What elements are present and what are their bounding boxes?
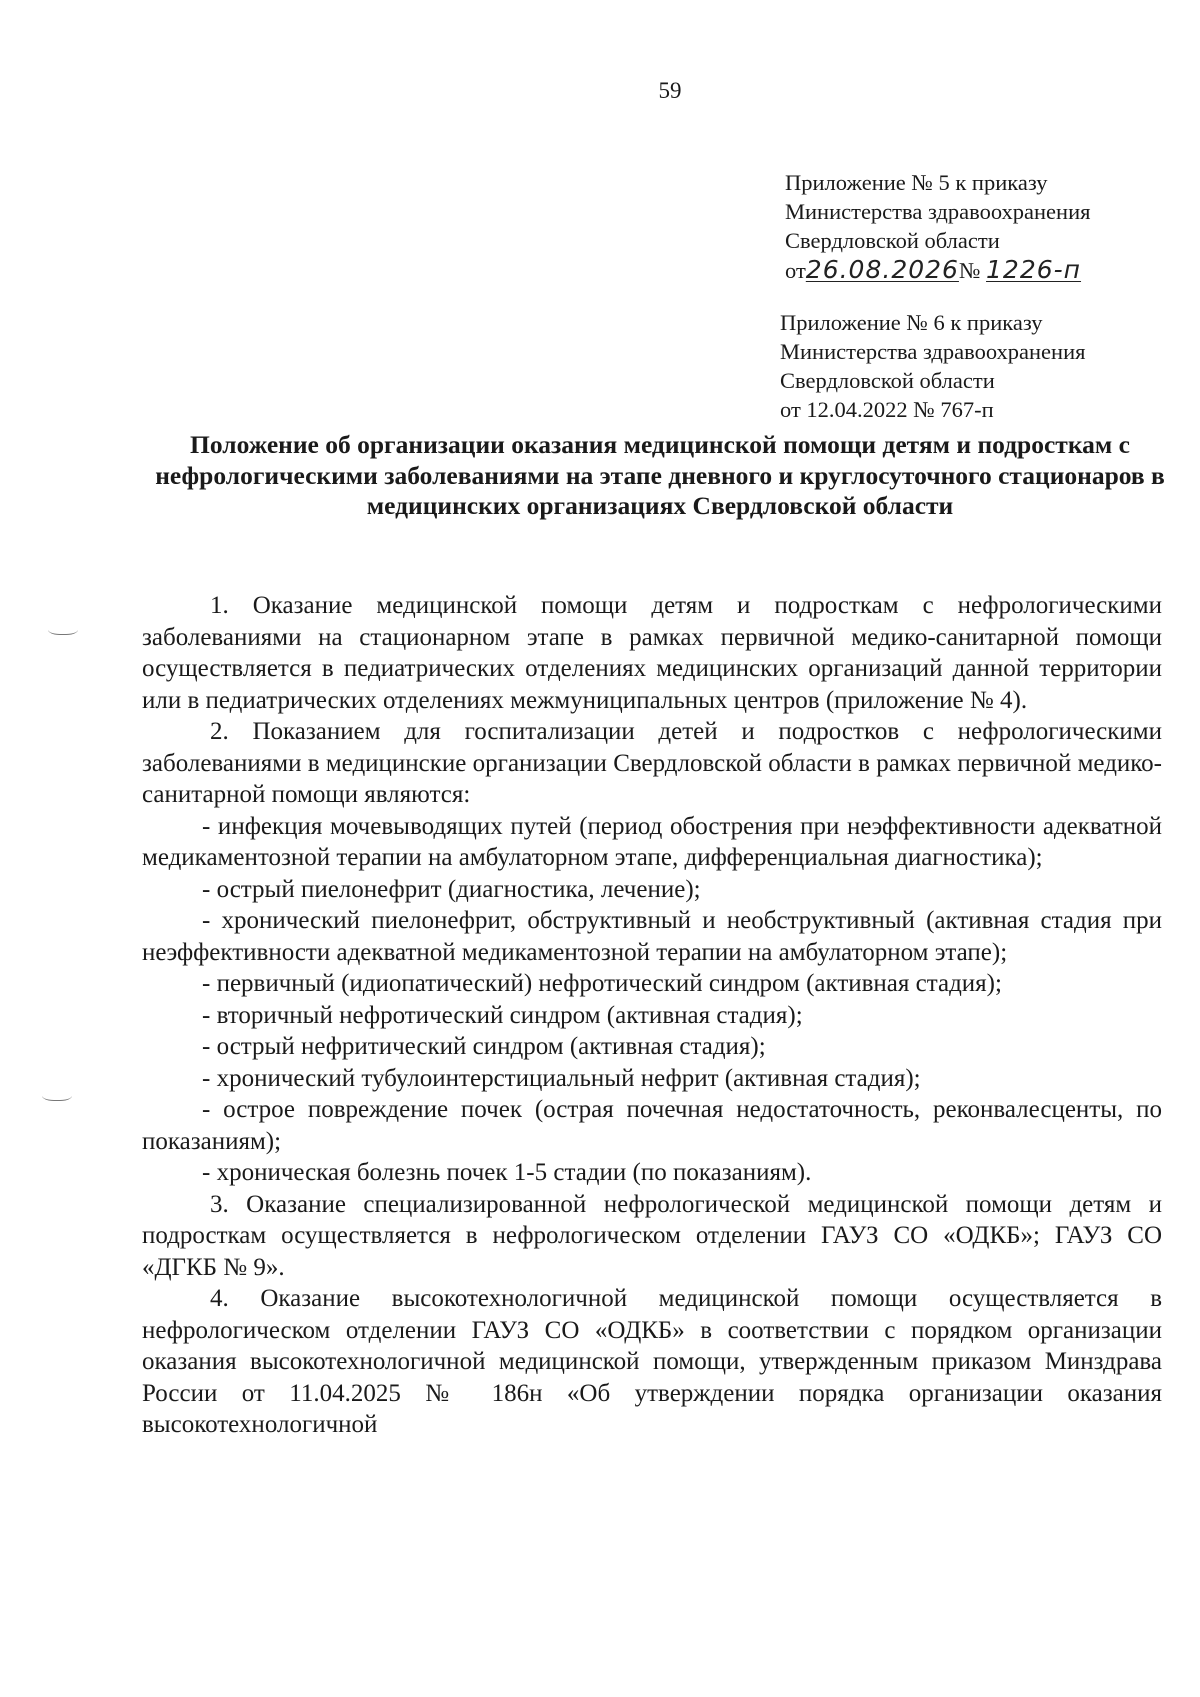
indication-item: - хронический пиелонефрит, обструктивный и необструктивный (активная стадия при неэффективности адекватной медикаментозной терапии на амбулаторном этапе); [142, 907, 1162, 966]
annex-6-line1: Приложение № 6 к приказу [780, 310, 1043, 335]
annex-5-line3: Свердловской области [785, 228, 1000, 253]
paragraph-2: 2. Показанием для госпитализации детей и подростков с нефрологическими заболеваниями в медицинские организации Свердловской области в рамках первичной медико-санитарной помощи являются: [142, 718, 1162, 808]
annex-5-date-prefix: от [785, 258, 806, 283]
annex-5-line1: Приложение № 5 к приказу [785, 170, 1048, 195]
annex-5-header [785, 168, 1090, 285]
annex-5-handwritten-date: 26.08.2026 [805, 255, 959, 284]
annex-5-date-line [785, 255, 1090, 285]
indication-item: - хронический тубулоинтерстициальный нефрит (активная стадия); [202, 1064, 921, 1092]
indication-item: - первичный (идиопатический) нефротический синдром (активная стадия); [202, 970, 1002, 997]
annex-5-line2: Министерства здравоохранения [785, 199, 1091, 224]
scan-artifact-mark [42, 1088, 72, 1101]
annex-6-line4: от 12.04.2022 № 767-п [780, 397, 994, 422]
paragraph-1: 1. Оказание медицинской помощи детям и подросткам с нефрологическими заболеваниями на стационарном этапе в рамках первичной медико-санитарной помощи осуществляется в педиатрических отделениях медицинских организаций данной территории или в педиатрических отделениях межмуниципальных центров (приложение № 4). [142, 592, 1162, 714]
annex-5-handwritten-number: 1226-п [986, 255, 1082, 284]
document-body [142, 590, 1162, 1441]
scan-artifact-mark [48, 622, 78, 635]
annex-6-header [780, 308, 1085, 424]
annex-6-line3: Свердловской области [780, 368, 995, 393]
annex-5-number-prefix: № [958, 258, 981, 283]
indication-item: - острое повреждение почек (острая почечная недостаточность, реконвалесценты, по показаниям); [142, 1096, 1162, 1155]
document-title: Положение об организации оказания медицинской помощи детям и подросткам с нефрологическими заболеваниями на этапе дневного и круглосуточного стационаров в медицинских организациях Свердловской области [155, 430, 1165, 520]
page-number: 59 [658, 78, 682, 103]
indication-item: - острый нефритический синдром (активная стадия); [202, 1033, 766, 1060]
paragraph-3: 3. Оказание специализированной нефрологической медицинской помощи детям и подросткам осуществляется в нефрологическом отделении ГАУЗ СО «ОДКБ»; ГАУЗ СО «ДГКБ № 9». [142, 1190, 1162, 1281]
indication-item: - вторичный нефротический синдром (активная стадия); [202, 1001, 803, 1029]
paragraph-4: 4. Оказание высокотехнологичной медицинской помощи осуществляется в нефрологическом отделении ГАУЗ СО «ОДКБ» в соответствии с порядком организации оказания высокотехнологичной медицинской помощи, утвержденным приказом Минздрава России от 11.04.2025 № 186н «Об утверждении порядка организации оказания высокотехнологичной [142, 1285, 1162, 1438]
indication-item: - острый пиелонефрит (диагностика, лечение); [202, 875, 701, 903]
indication-item: - хроническая болезнь почек 1-5 стадии (по показаниям). [202, 1159, 812, 1186]
indication-item: - инфекция мочевыводящих путей (период обострения при неэффективности адекватной медикаментозной терапии на амбулаторном этапе, дифференциальная диагностика); [142, 812, 1162, 871]
annex-6-line2: Министерства здравоохранения [780, 339, 1086, 364]
